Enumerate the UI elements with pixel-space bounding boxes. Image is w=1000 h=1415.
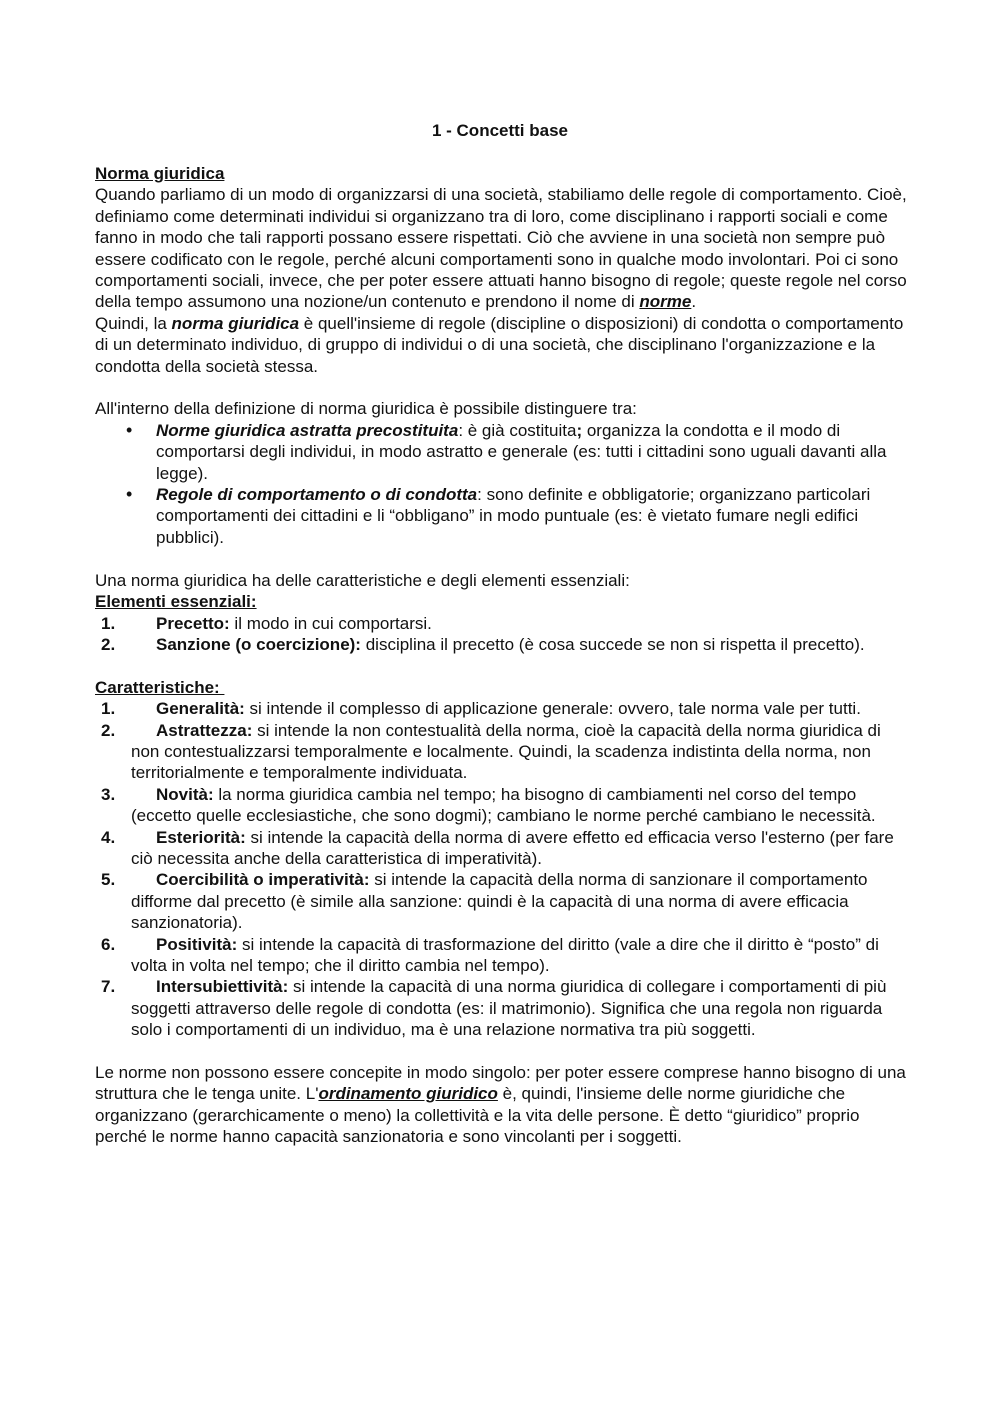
bullet-item: • Regole di comportamento o di condotta: sono definite e obbligatorie; organizzano particolari comportamenti dei cittadini e li “obbligano” in modo puntuale (es: è vietato fumare negli edifici pubblici).	[156, 484, 910, 548]
document-body	[95, 163, 910, 1148]
section-heading-norma: Norma giuridica	[95, 164, 225, 183]
term-norma-giuridica: norma giuridica	[171, 313, 300, 333]
list-item: 3. Novità: la norma giuridica cambia nel tempo; ha bisogno di cambiamenti nel corso del tempo (eccetto quelle ecclesiastiche, che sono dogmi); cambiano le norme perché cambiano le necessità.	[101, 784, 876, 826]
list-item: 7. Intersubiettività: si intende la capacità di una norma giuridica di collegare i comportamenti di più soggetti attraverso delle regole di condotta (es: il matrimonio). Significa che una regola non riguarda solo i comportamenti di un individuo, ma è una relazione normativa tra più soggetti.	[101, 977, 887, 1040]
elements-list	[95, 613, 910, 656]
list-item: 1. Precetto: il modo in cui comportarsi.	[101, 613, 432, 633]
paragraph-ordinamento: Le norme non possono essere concepite in modo singolo: per poter essere comprese hanno bisogno di una struttura che le tenga unite. L'ordinamento giuridico è, quindi, l'insieme delle norme giuridiche che organizzano (gerarchicamente o meno) la collettività e la vita delle persone. È detto “giuridico” proprio perché le norme hanno capacità sanzionatoria e sono vincolanti per i soggetti.	[95, 1063, 906, 1147]
bullet-list	[95, 420, 910, 548]
list-item: 4. Esteriorità: si intende la capacità della norma di avere effetto ed efficacia verso l'esterno (per fare ciò necessita anche della caratteristica di imperatività).	[101, 827, 894, 868]
term-norme: norme	[639, 292, 692, 312]
list-item: 6. Positività: si intende la capacità di trasformazione del diritto (vale a dire che il diritto è “posto” di volta in volta nel tempo; che il diritto cambia nel tempo).	[101, 934, 879, 975]
paragraph-distinguish-intro: All'interno della definizione di norma giuridica è possibile distinguere tra:	[95, 399, 637, 419]
section-heading-elements: Elementi essenziali:	[95, 592, 257, 612]
list-item: 2. Sanzione (o coercizione): disciplina il precetto (è cosa succede se non si rispetta il precetto).	[101, 634, 865, 654]
page-title: 1 - Concetti base	[431, 121, 569, 140]
paragraph-elements-intro: Una norma giuridica ha delle caratteristiche e degli elementi essenziali:	[95, 570, 630, 590]
list-item: 1. Generalità: si intende il complesso di applicazione generale: ovvero, tale norma vale per tutti.	[101, 699, 861, 719]
paragraph-norma-intro: Quando parliamo di un modo di organizzarsi di una società, stabiliamo delle regole di comportamento. Cioè, definiamo come determinati individui si organizzano tra di loro, come disciplinano i rapporti sociali e come fanno in modo che tali rapporti possano essere rispettati. Ciò che avviene in una società non sempre può essere codificato con le regole, perché alcuni comportamenti sono in qualche modo involontari. Poi ci sono comportamenti sociali, invece, che per poter essere attuati hanno bisogno di regole; queste regole nel corso della tempo assumono una nozione/un contenuto e prendono il nome di norme.	[95, 185, 907, 312]
section-heading-characteristics: Caratteristiche:	[95, 677, 225, 697]
paragraph-norma-definition: Quindi, la norma giuridica è quell'insieme di regole (discipline o disposizioni) di condotta o comportamento di un determinato individuo, di gruppo di individui o di una società, che disciplinano l'organizzazione e la condotta della società stessa.	[95, 313, 904, 376]
characteristics-list	[95, 698, 910, 1041]
bullet-item: • Norme giuridica astratta precostituita: è già costituita; organizza la condotta e il modo di comportarsi degli individui, in modo astratto e generale (es: tutti i cittadini sono uguali davanti alla legge).	[156, 420, 910, 484]
list-item: 5. Coercibilità o imperatività: si intende la capacità della norma di sanzionare il comportamento difforme dal precetto (è simile alla sanzione: quindi è la capacità di una norma di avere efficacia sanzionatoria).	[101, 870, 868, 933]
term-ordinamento-giuridico: ordinamento giuridico	[318, 1084, 498, 1104]
list-item: 2. Astrattezza: si intende la non contestualità della norma, cioè la capacità della norma giuridica di non contestualizzarsi temporalmente e localmente. Quindi, la scadenza indistinta della norma, non territorialmente e temporalmente individuata.	[101, 720, 881, 783]
